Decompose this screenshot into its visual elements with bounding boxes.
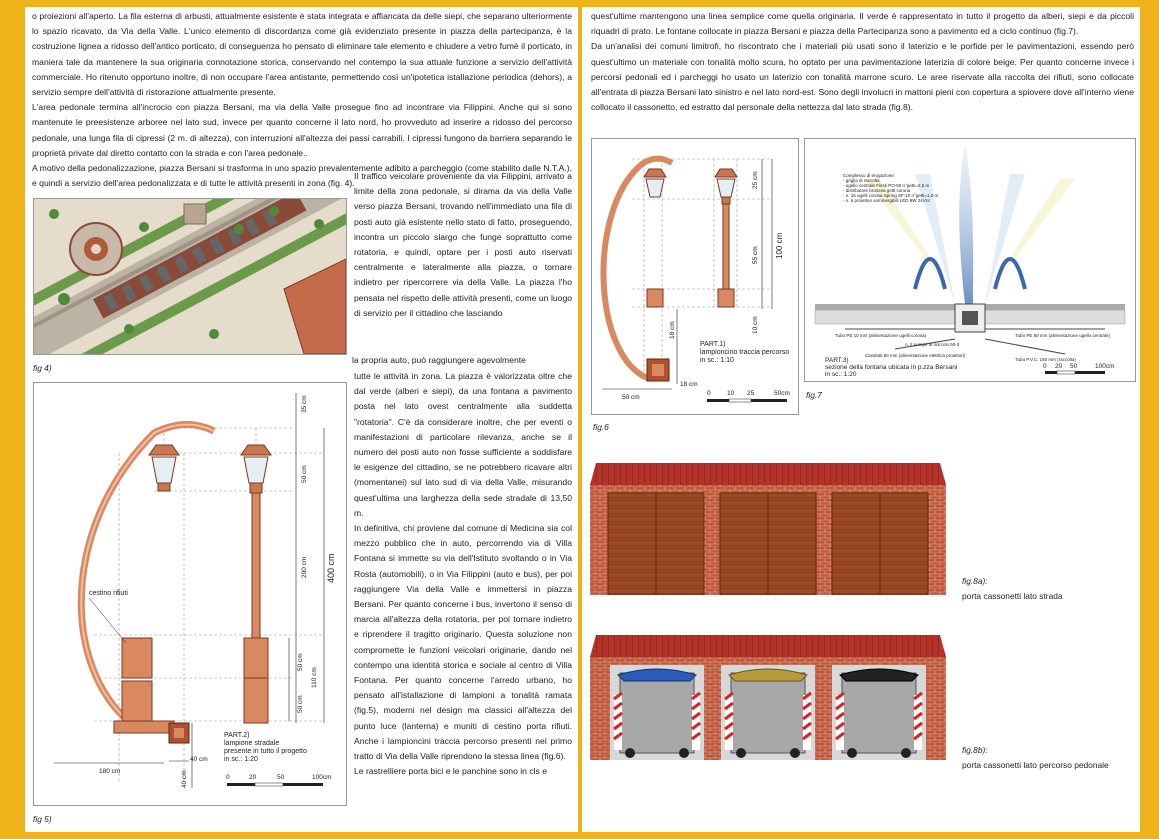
fig5-caption: fig 5) xyxy=(33,814,52,824)
part-line: lampioncino traccia percorso xyxy=(700,349,790,356)
scale-tick: 50 xyxy=(1070,363,1078,370)
dim-label: 110 cm xyxy=(311,667,318,688)
dim-label: 100 cm xyxy=(775,232,784,259)
fig4-site-plan xyxy=(33,198,347,355)
scale-tick: 20 xyxy=(1055,363,1063,370)
part-line: in sc.: 1:10 xyxy=(700,357,734,364)
lantern-left xyxy=(644,169,666,197)
fig8b-caption: fig.8b): xyxy=(962,745,988,755)
part-line: in sc.: 1:20 xyxy=(825,371,857,378)
scale-tick: 100cm xyxy=(312,774,332,781)
fig8a-text: porta cassonetti lato strada xyxy=(962,591,1063,601)
scale-tick: 0 xyxy=(1043,363,1047,370)
legend-line: - distributore bronzea getti corona xyxy=(843,188,911,193)
part-title: PART.1) xyxy=(700,341,726,348)
lantern-right xyxy=(241,445,271,723)
scale-tick: 10 xyxy=(727,390,735,397)
paragraph: quest'ultime mantengono una linea semplice come quella originaria. Il verde è rappresentato in tutto il progetto da alberi, siepi e da piccoli riquadri di prato. Le fontane collocate in piazza Bersani e piazza della Partecipanza sono a pavimento ed a ciclo continuo (fig.7). xyxy=(591,11,1134,37)
note-line: Tubo PE 50 mm (alimentazione ugello centrale) xyxy=(1015,333,1110,338)
note-line: Cavidotti 80 mm (alimentazione elettrica proiettori) xyxy=(865,353,966,358)
left-text-top xyxy=(32,9,572,191)
scale-tick: 0 xyxy=(226,774,230,781)
fountain-drawing xyxy=(805,139,1135,381)
part-line: sezione della fontana ubicata in p.zza Bersani xyxy=(825,364,958,371)
scale-bar xyxy=(226,774,332,786)
fig8a-caption: fig.8a): xyxy=(962,576,988,586)
dim-label: 18 cm xyxy=(680,381,698,388)
fig6-path-lamp xyxy=(591,138,799,415)
paragraph: la propria auto, può raggiungere agevolmente xyxy=(352,355,526,365)
paragraph: Il traffico veicolare proveniente da via Filippini, arrivato a limite della zona pedonale, si dirama da via della Valle verso piazza Bersani, trovando nell'immediato una fila di posti auto già esistente nello stato di fatto, proseguendo, incontra un piccolo slargo che funge soprattutto come rotatoria, e quindi, optare per i posti auto riservati centralmente e lateralmente alla piazza, o tornare indietro per ripercorrere via della Valle. La piazza l'ho pensata nel rispetto delle attività presenti, come un luogo di servizio per il cittadino che lasciando xyxy=(354,171,572,318)
dim-label: 10 cm xyxy=(752,316,759,334)
part-line: presente in tutto il progetto xyxy=(224,748,307,755)
path-lamp-drawing xyxy=(592,139,798,414)
legend-line: - griglia di raccolta xyxy=(843,178,880,183)
part-title: PART.2) xyxy=(224,732,250,739)
dim-label: 55 cm xyxy=(752,246,759,264)
bin-label: cestino rifiuti xyxy=(89,590,128,597)
fig8a-bin-enclosure-street xyxy=(590,463,946,595)
scale-tick: 50cm xyxy=(774,390,790,397)
paragraph: o proiezioni all'aperto. La fila esterna di arbusti, attualmente esistente è stata integrata e affiancata da delle siepi, che separano ulteriormente lo spazio ricavato, da Via della Valle. L'unico elemento di discordanza come già evidenziato presente in piazza della partecipanza, è la costruzione lignea a ridosso dell'antico porticato, di conseguenza ho pensato di eliminare tale elemento e chiudere a vetro fumè il porticato, in maniera tale da mantenere la sua originaria connotazione storica, conservando nel contempo la sua attuale funzione a servizio dell'attività commerciale. Ho ritenuto opportuno inoltre, di non occupare l'area antistante, permettendo così un'ipotetica istallazione periodica (dehors), a servizio sempre dell'attività di ristorazione attualmente presente. xyxy=(32,11,572,98)
part-title: PART.3) xyxy=(825,357,849,364)
dim-label: 25 cm xyxy=(752,171,759,189)
note-line: Tubo P.V.C. 160 mm (raccolta) xyxy=(1015,357,1076,362)
fig6-caption: fig.6 xyxy=(593,422,609,432)
scale-tick: 20 xyxy=(249,774,257,781)
legend-line: - n. 6 proiettori sommergibili LED 9W 24Vcc xyxy=(843,198,931,203)
dim-label: 200 cm xyxy=(301,556,308,578)
dim-label: 50 cm xyxy=(301,465,308,483)
scale-tick: 50 xyxy=(277,774,285,781)
legend-line: - ugello centrale Fiesti PO-50 n°getti=2,5 m xyxy=(843,183,930,188)
bin-black xyxy=(832,665,926,760)
paragraph: Le rastrelliere porta bici e le panchine sono in cls e xyxy=(354,766,547,777)
legend-line: Complesso di erogazione: xyxy=(843,173,896,178)
part-line: lampione stradale xyxy=(224,740,280,747)
fig7-fountain-section xyxy=(804,138,1136,382)
scale-bar xyxy=(1043,363,1115,374)
dim-label: 40 cm xyxy=(190,756,208,763)
bin-gold xyxy=(721,665,815,760)
dim-label: 400 cm xyxy=(326,553,336,583)
scale-bar xyxy=(707,390,790,402)
dim-label: 40 cm xyxy=(181,770,188,788)
note-line: n. 2 pompe di ricircolo 50-3 xyxy=(905,342,960,347)
part-scale: in sc.: 1:20 xyxy=(224,756,258,763)
paragraph: tutte le attività in zona. La piazza è valorizzata oltre che dal verde (alberi e siepi), da una fontana a pavimento posta nel lato ovest centralmente alla suddetta "rotatoria". C'è da considerare inoltre, che per eventi o manifestazioni di particolare rilevanza, anche se il numero dei posti auto non fosse sufficiente a soddisfare le esigenze del cittadino, se ne potrebbero ricavare altri (momentanei) sul lato sud di via della Valle, misurando quest'ultima una larghezza della sede stradale di 13,50 m. xyxy=(354,371,572,518)
paragraph: Da un'analisi dei comuni limitrofi, ho riscontrato che i materiali più usati sono il laterizio e le porfide per le pavimentazioni, essendo però quest'ultimo un materiale con tonalità molto scura, ho optato per una pavimentazione laterizia di colore beige. Per quanto concerne invece i percorsi pedonali ed i parcheggi ho usato un laterizio con tonalità marrone scuro. Le aree riservate alla raccolta dei rifiuti, sono collocate all'entrata di piazza Bersani lato sinistro e nel lato nord-est. Sono degli involucri in mattoni pieni con copertura a spiovere dove all'interno viene collocato il cassonetto, ed estratto dal personale della nettezza dal lato strada (fig.8). xyxy=(591,41,1134,113)
enclosure-pedestrian-drawing xyxy=(590,635,946,760)
paragraph: A motivo della pedonalizzazione, piazza Bersani si trasforma in uno spazio prevalentemente adibito a parcheggio (come stabilito dalle N.T.A.), e quindi a servizio dell'area pedonalizzata e di tutte le attività presenti in zona (fig. 4). xyxy=(32,163,572,189)
fig5-street-lamp xyxy=(33,382,347,806)
paragraph: In definitiva, chi proviene dal comune di Medicina sia col mezzo pubblico che in auto, percorrendo via di Villa Fontana si immette su via dell'Istituto svoltando o in Via Rosta (automobili), o in Via Filippini (auto e bus), per poi raggiungere Via della Valle e immettersi in piazza Bersani. Per quanto concerne i bus, invertono il senso di marcia all'altezza della rotatoria, per poi tornare indietro e riprendere il tragitto originario. Questa soluzione non compromette le funzioni veicolari originarie, dando nel contempo una identità storica e sociale al centro di Villa Fontana. Per quanto concerne l'arredo urbano, ho pensato all'istallazione di lampioni a tonalità ramata (fig.5), moderni nel design ma classici all'altezza del punto luce (lanterna) e muniti di cestino porta rifiuti. Anche i lampioncini traccia percorso presenti nel primo tratto di Via della Valle riprendono la stessa linea (fig.6). xyxy=(354,523,572,762)
fig8b-text: porta cassonetti lato percorso pedonale xyxy=(962,760,1109,770)
left-text-wrap xyxy=(352,353,572,368)
dim-label: 35 cm xyxy=(301,395,308,413)
left-text-lower-column xyxy=(354,369,572,779)
note-line: Tubo PE 10 mm (alimentazione ugelli corona) xyxy=(835,333,927,338)
fig8b-bin-enclosure-pedestrian xyxy=(590,635,946,760)
right-text-top xyxy=(591,9,1134,115)
site-plan-drawing xyxy=(34,199,346,354)
dim-label: 18 cm xyxy=(669,321,676,339)
fig7-caption: fig.7 xyxy=(806,390,822,400)
scale-tick: 0 xyxy=(707,390,711,397)
bin-blue xyxy=(610,665,704,760)
paragraph: L'area pedonale termina all'incrocio con piazza Bersani, ma via della Valle prosegue fino ad incontrare via Filippini. Anche qui si sono mantenute le preesistenze arboree nel lato sud, invece per quanto concerne il lato nord, ho provveduto ad inserire a ridosso del percorso pedonale, una lunga fila di cipressi (2 m. di altezza), con interruzioni all'altezza dei passi carrabili. I cipressi fungono da barriera separando le proprietà private dal diretto contatto con la strada e con l'area pedonale.. xyxy=(32,102,572,158)
enclosure-street-drawing xyxy=(590,463,946,595)
dim-label: 50 cm xyxy=(622,394,640,401)
scale-tick: 25 xyxy=(747,390,755,397)
lantern-right xyxy=(715,169,737,307)
fig4-caption: fig 4) xyxy=(33,363,52,373)
dim-label: 50 cm xyxy=(297,695,304,713)
scale-tick: 100cm xyxy=(1095,363,1115,370)
lantern-left xyxy=(149,445,179,491)
left-text-right-column xyxy=(354,169,572,321)
dim-label: 180 cm xyxy=(99,768,121,775)
legend-line: - n. 16 ugelli corona Spring SF-10 n°getti=1,0 m xyxy=(843,193,939,198)
dim-label: 50 cm xyxy=(297,653,304,671)
street-lamp-drawing xyxy=(34,383,346,805)
